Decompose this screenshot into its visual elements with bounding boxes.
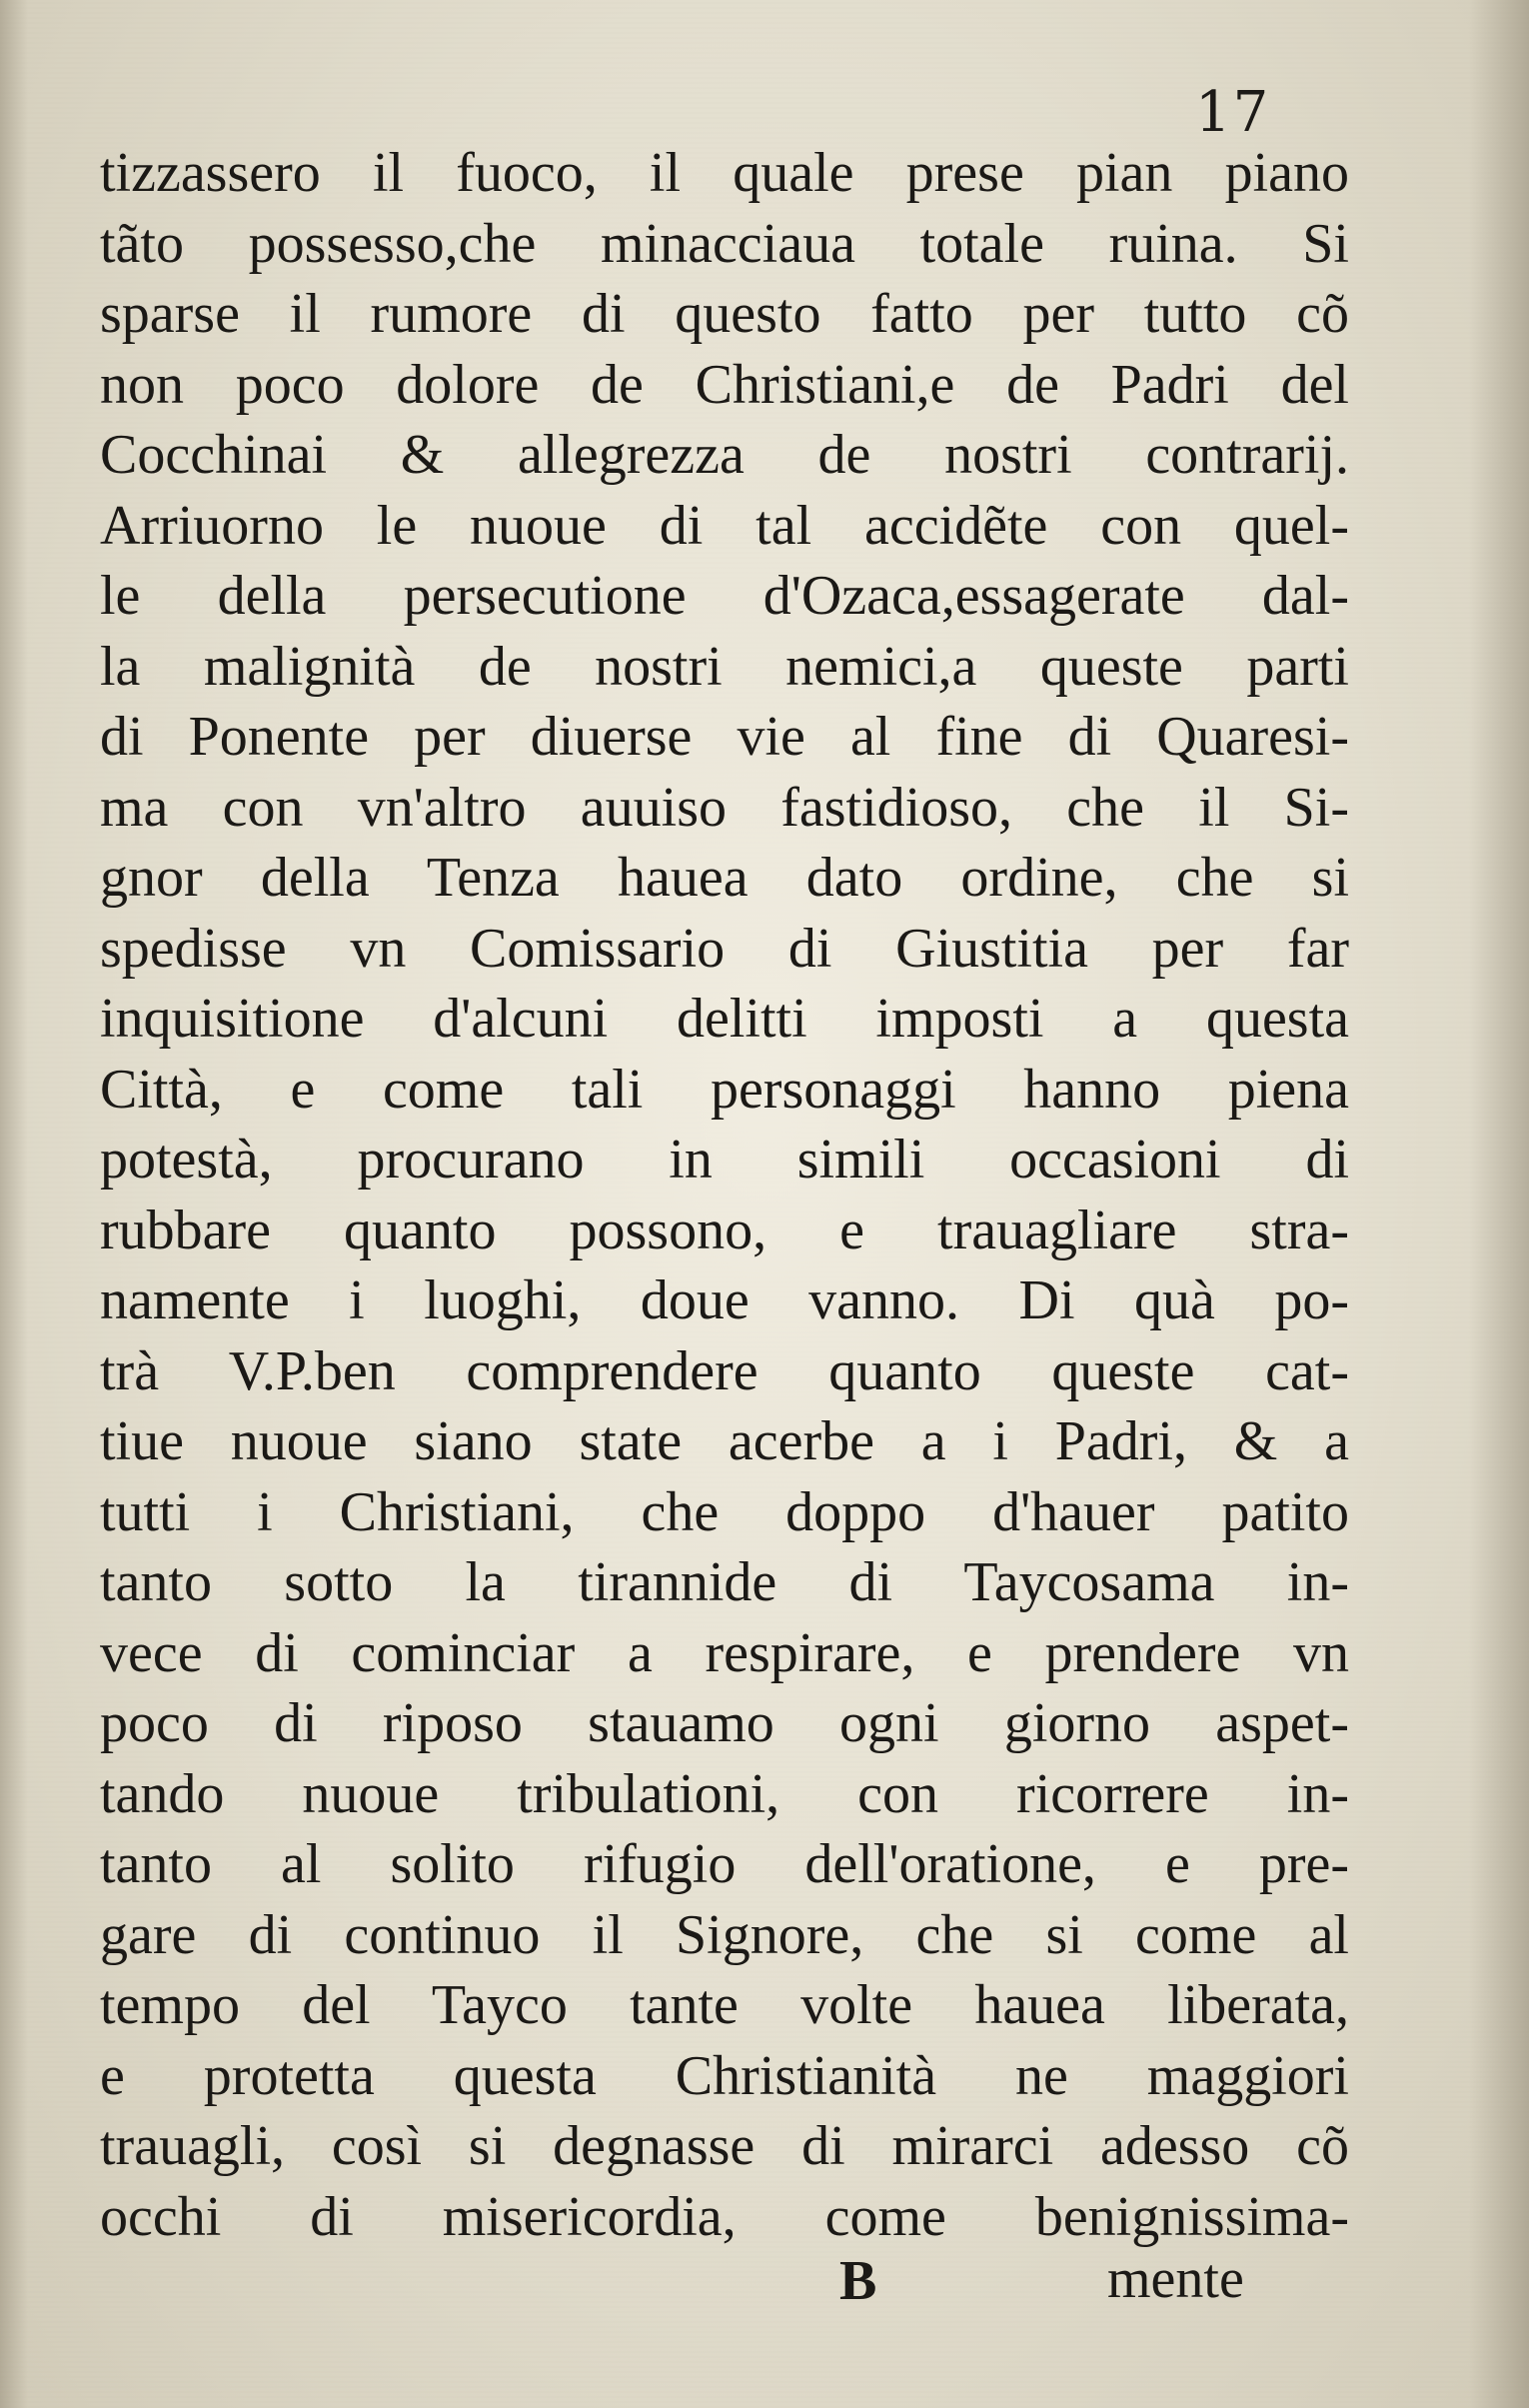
page-number: 17 bbox=[1195, 80, 1271, 145]
text-line: namente i luoghi, doue vanno. Di quà po- bbox=[100, 1269, 1349, 1331]
text-line: poco di riposo stauamo ogni giorno aspet- bbox=[100, 1692, 1349, 1754]
text-line: tãto possesso,che minacciaua totale ruina. Si bbox=[100, 212, 1349, 275]
text-line: non poco dolore de Christiani,e de Padri del bbox=[100, 353, 1349, 416]
text-line: gnor della Tenza hauea dato ordine, che si bbox=[100, 847, 1349, 909]
page-edge-shadow-left bbox=[0, 0, 28, 2408]
text-line: rubbare quanto possono, e trauagliare stra- bbox=[100, 1199, 1349, 1261]
text-line: Arriuorno le nuoue di tal accidẽte con quel- bbox=[100, 494, 1349, 557]
text-line: trà V.P.ben comprendere quanto queste cat- bbox=[100, 1339, 1349, 1402]
text-line: tutti i Christiani, che doppo d'hauer patito bbox=[100, 1480, 1349, 1543]
text-line: tanto sotto la tirannide di Taycosama in- bbox=[100, 1551, 1349, 1613]
text-line: ma con vn'altro auuiso fastidioso, che il Si- bbox=[100, 776, 1349, 839]
text-line: occhi di misericordia, come benignissima- bbox=[100, 2185, 1349, 2248]
text-line: trauagli, così si degnasse di mirarci adesso cõ bbox=[100, 2115, 1349, 2177]
text-line: la malignità de nostri nemici,a queste parti bbox=[100, 635, 1349, 698]
page-edge-shadow-right bbox=[1469, 0, 1529, 2408]
catchword: mente bbox=[1107, 2248, 1244, 2310]
text-line: spedisse vn Comissario di Giustitia per far bbox=[100, 917, 1349, 980]
signature-mark: B bbox=[839, 2250, 877, 2312]
text-line: tizzassero il fuoco, il quale prese pian piano bbox=[100, 142, 1349, 204]
text-line: le della persecutione d'Ozaca,essagerate dal- bbox=[100, 565, 1349, 627]
text-line: tando nuoue tribulationi, con ricorrere in- bbox=[100, 1762, 1349, 1825]
text-line: inquisitione d'alcuni delitti imposti a questa bbox=[100, 988, 1349, 1050]
text-line: di Ponente per diuerse vie al fine di Quaresi- bbox=[100, 706, 1349, 768]
text-line: tanto al solito rifugio dell'oratione, e pre- bbox=[100, 1833, 1349, 1895]
text-line: Città, e come tali personaggi hanno piena bbox=[100, 1058, 1349, 1121]
text-line: vece di cominciar a respirare, e prendere vn bbox=[100, 1621, 1349, 1684]
text-line: tempo del Tayco tante volte hauea liberata, bbox=[100, 1974, 1349, 2036]
text-line: gare di continuo il Signore, che si come al bbox=[100, 1903, 1349, 1966]
text-line: sparse il rumore di questo fatto per tutto cõ bbox=[100, 283, 1349, 345]
text-line: potestà, procurano in simili occasioni di bbox=[100, 1129, 1349, 1191]
text-line: e protetta questa Christianità ne maggiori bbox=[100, 2044, 1349, 2107]
body-text bbox=[100, 138, 1349, 2252]
text-line: tiue nuoue siano state acerbe a i Padri, & a bbox=[100, 1410, 1349, 1472]
text-line: Cocchinai & allegrezza de nostri contrarij. bbox=[100, 424, 1349, 486]
